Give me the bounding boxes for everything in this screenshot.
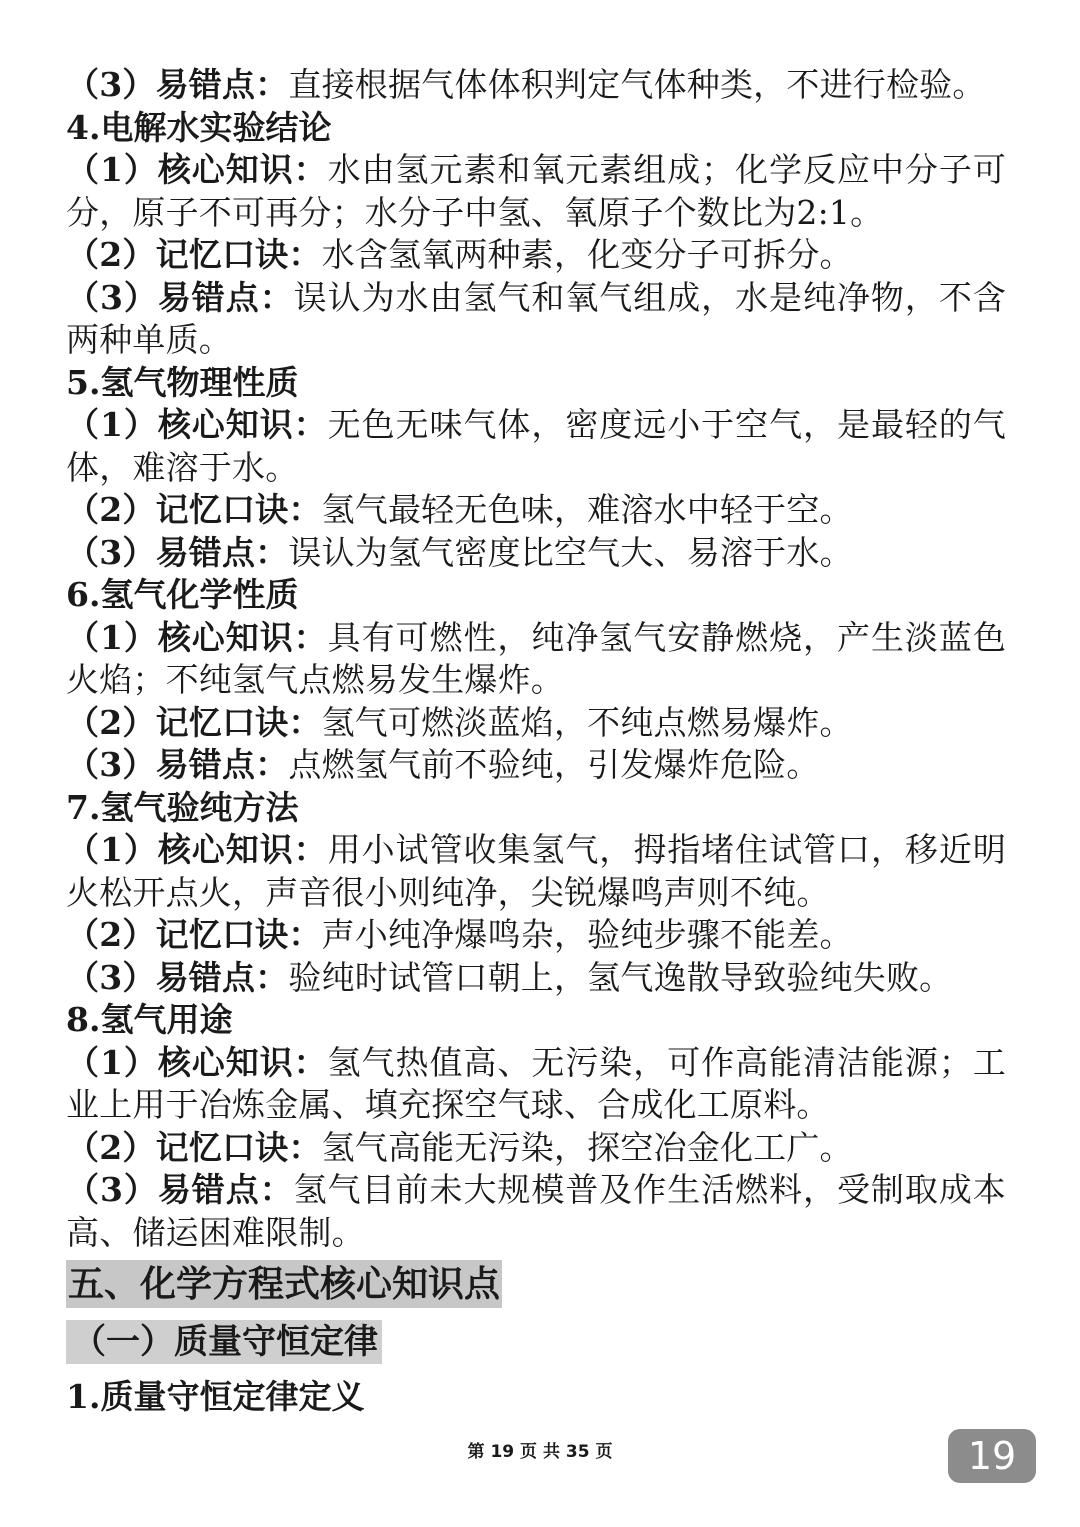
page-footer: 第 19 页 共 35 页 bbox=[467, 1442, 613, 1462]
paragraph-item: （1）核心知识：用小试管收集氢气，拇指堵住试管口，移近明火松开点火，声音很小则纯净，尖锐爆鸣声则不纯。 bbox=[66, 830, 1007, 912]
section-title-8: 8.氢气用途 bbox=[66, 1000, 233, 1039]
paragraph-item: （2）记忆口诀：声小纯净爆鸣杂，验纯步骤不能差。 bbox=[66, 915, 853, 954]
paragraph-item: （2）记忆口诀：水含氢氧两种素，化变分子可拆分。 bbox=[66, 235, 853, 274]
paragraph-item: （3）易错点：误认为氢气密度比空气大、易溶于水。 bbox=[66, 532, 853, 572]
paragraph-item: （1）核心知识：无色无味气体，密度远小于空气，是最轻的气体，难溶于水。 bbox=[66, 405, 1007, 487]
paragraph-item: （3）易错点：验纯时试管口朝上，氢气逸散导致验纯失败。 bbox=[66, 957, 953, 997]
paragraph-item: （1）核心知识：氢气热值高、无污染，可作高能清洁能源；工业上用于冶炼金属、填充探空气球、合成化工原料。 bbox=[66, 1042, 1007, 1124]
subsection-title: 1.质量守恒定律定义 bbox=[66, 1377, 365, 1416]
section-heading: （一）质量守恒定律 bbox=[66, 1320, 382, 1364]
section-title-4: 4.电解水实验结论 bbox=[66, 107, 332, 147]
paragraph-item: （3）易错点：点燃氢气前不验纯，引发爆炸危险。 bbox=[66, 745, 820, 784]
item-label: 易错点： bbox=[155, 65, 289, 104]
chapter-heading: 五、化学方程式核心知识点 bbox=[66, 1260, 502, 1308]
paragraph-item: （1）核心知识：水由氢元素和氧元素组成；化学反应中分子可分，原子不可再分；水分子中氢、氧原子个数比为2:1。 bbox=[66, 150, 1007, 232]
paragraph-item: （2）记忆口诀：氢气可燃淡蓝焰，不纯点燃易爆炸。 bbox=[66, 702, 853, 742]
section-title-5: 5.氢气物理性质 bbox=[66, 362, 299, 402]
section-title-6: 6.氢气化学性质 bbox=[66, 575, 299, 614]
paragraph-item bbox=[66, 64, 1006, 107]
paragraph-item: （2）记忆口诀：氢气高能无污染，探空冶金化工广。 bbox=[66, 1127, 853, 1167]
document-page bbox=[66, 64, 1006, 1419]
page-number-badge: 19 bbox=[948, 1429, 1036, 1483]
paragraph-item: （2）记忆口诀：氢气最轻无色味，难溶水中轻于空。 bbox=[66, 490, 853, 529]
paragraph-item: （1）核心知识：具有可燃性，纯净氢气安静燃烧，产生淡蓝色火焰；不纯氢气点燃易发生爆炸。 bbox=[66, 617, 1007, 699]
paragraph-item: （3）易错点：氢气目前未大规模普及作生活燃料，受制取成本高、储运困难限制。 bbox=[66, 1170, 1006, 1252]
section-title-7: 7.氢气验纯方法 bbox=[66, 787, 299, 827]
item-number: （3） bbox=[66, 65, 156, 104]
item-text: 直接根据气体体积判定气体种类，不进行检验。 bbox=[288, 65, 986, 104]
paragraph-item: （3）易错点：误认为水由氢气和氧气组成，水是纯净物，不含两种单质。 bbox=[66, 277, 1006, 359]
